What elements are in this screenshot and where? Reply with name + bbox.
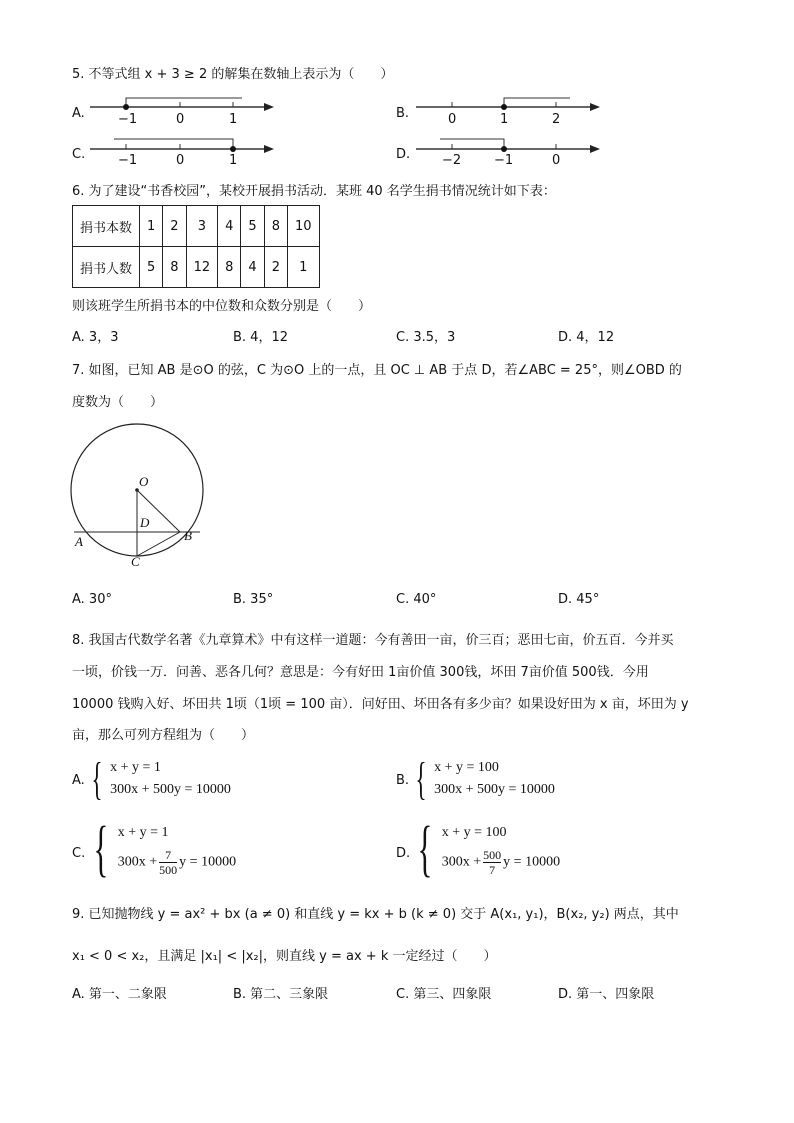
q9-option-a: A. 第一、二象限: [72, 987, 167, 1002]
q9-option-c: C. 第三、四象限: [396, 987, 492, 1002]
numerator: 500: [483, 847, 502, 862]
label-b: B: [184, 528, 192, 543]
tick-label: 0: [552, 153, 561, 168]
q5-option-a-label: A.: [72, 106, 85, 121]
equation: x + y = 1: [117, 824, 169, 840]
equation-part: y = 10000: [503, 854, 561, 870]
q9-option-b: B. 第二、三象限: [233, 987, 329, 1002]
q7-line1: 7. 如图，已知 AB 是⊙O 的弦，C 为⊙O 上的一点，且 OC ⊥ AB 于点 D，若∠ABC = 25°，则∠OBD 的: [72, 363, 682, 378]
q8-line2: 一顷，价钱一万．问善、恶各几何？意思是：今有好田 1亩价值 300钱，坏田 7亩价值 500钱．今用: [72, 665, 649, 680]
tick-label: 1: [500, 112, 509, 127]
q5-option-c-label: C.: [72, 147, 86, 162]
table-cell: 1: [287, 247, 319, 288]
label-d: D: [140, 515, 150, 530]
fraction: [159, 848, 177, 877]
table-cell: 捐书人数: [73, 247, 140, 288]
q9-line1: 9. 已知抛物线 y = ax² + bx (a ≠ 0) 和直线 y = kx + b (k ≠ 0) 交于 A(x₁, y₁)，B(x₂, y₂) 两点，其中: [72, 907, 679, 922]
label-c: C: [131, 554, 140, 569]
q8-option-c-system: { x + y = 1 300x + $\frac{7}{500}$ y = 10000: [93, 815, 237, 883]
q6-option-a: A. 3，3: [72, 330, 119, 345]
equation-part: 300x +: [117, 854, 158, 870]
numerator: 7: [159, 848, 177, 863]
tick-label: −2: [442, 153, 462, 168]
q6-option-d: D. 4，12: [558, 330, 615, 345]
equation: x + y = 100: [441, 824, 507, 840]
q7-option-d: D. 45°: [558, 592, 600, 607]
table-cell: 捐书本数: [73, 206, 140, 247]
label-a: A: [75, 534, 83, 549]
q5-option-d-label: D.: [396, 147, 411, 162]
q9-option-d: D. 第一、四象限: [558, 987, 655, 1002]
table-cell: 8: [218, 247, 241, 288]
table-cell: 10: [287, 206, 319, 247]
equation: 300x + 500y = 10000: [434, 782, 555, 797]
q6-text: 6. 为了建设“书香校园”，某校开展捐书活动．某班 40 名学生捐书情况统计如下表：: [72, 184, 556, 199]
q8-option-b-system: { x + y = 100 300x + 500y = 10000: [415, 753, 555, 804]
number-line-b: [414, 92, 604, 132]
tick-label: −1: [118, 112, 138, 127]
table-cell: 5: [241, 206, 264, 247]
table-cell: 4: [218, 206, 241, 247]
q8-line3: 10000 钱购入好、坏田共 1顷（1顷 = 100 亩）．问好田、坏田各有多少亩？如果设好田为 x 亩，坏田为 y: [72, 697, 689, 712]
tick-label: −1: [494, 153, 514, 168]
table-row: [73, 247, 320, 288]
table-cell: 5: [140, 247, 163, 288]
q9-line2: x₁ < 0 < x₂，且满足 |x₁| < |x₂|，则直线 y = ax + k 一定经过（ ）: [72, 949, 497, 964]
table-cell: 8: [163, 247, 186, 288]
q8-option-c-label: C.: [72, 846, 86, 861]
tick-label: 1: [229, 112, 238, 127]
q8-line1: 8. 我国古代数学名著《九章算术》中有这样一道题：今有善田一亩，价三百；恶田七亩，价五百．今并买: [72, 633, 674, 648]
q7-option-b: B. 35°: [233, 592, 274, 607]
tick-label: 2: [552, 112, 561, 127]
q6-option-b: B. 4，12: [233, 330, 288, 345]
q7-option-c: C. 40°: [396, 592, 437, 607]
fraction: [483, 848, 501, 877]
tick-label: 0: [176, 153, 185, 168]
equation-part: 300x +: [441, 854, 482, 870]
tick-label: 0: [176, 112, 185, 127]
denominator: 500: [159, 862, 178, 877]
table-cell: 8: [264, 206, 287, 247]
equation-part: y = 10000: [179, 854, 237, 870]
donation-table: [72, 205, 320, 288]
q8-option-b-label: B.: [396, 773, 410, 788]
table-cell: 1: [140, 206, 163, 247]
table-cell: 2: [264, 247, 287, 288]
table-cell: 3: [186, 206, 218, 247]
table-cell: 2: [163, 206, 186, 247]
q5-text: 5. 不等式组 x + 3 ≥ 2 的解集在数轴上表示为（ ）: [72, 67, 394, 82]
circle-figure: [60, 415, 220, 575]
q8-line4: 亩，那么可列方程组为（ ）: [72, 728, 255, 743]
tick-label: −1: [118, 153, 138, 168]
tick-label: 0: [448, 112, 457, 127]
q8-option-a-system: { x + y = 1 300x + 500y = 10000: [91, 753, 231, 804]
q8-option-d-label: D.: [396, 846, 411, 861]
table-cell: 12: [186, 247, 218, 288]
table-row: [73, 206, 320, 247]
q8-option-d-system: { x + y = 100 300x + $\frac{500}{7}$ y = 10000: [417, 815, 561, 883]
denominator: 7: [489, 862, 496, 877]
table-cell: 4: [241, 247, 264, 288]
q6-option-c: C. 3.5，3: [396, 330, 456, 345]
equation: x + y = 1: [110, 760, 161, 775]
label-o: O: [139, 474, 149, 489]
q8-option-a-label: A.: [72, 773, 85, 788]
q7-line2: 度数为（ ）: [72, 395, 164, 410]
q6-question: 则该班学生所捐书本的中位数和众数分别是（ ）: [72, 299, 372, 314]
tick-label: 1: [229, 153, 238, 168]
equation: 300x + 500y = 10000: [110, 782, 231, 797]
q5-option-b-label: B.: [396, 106, 410, 121]
q7-option-a: A. 30°: [72, 592, 112, 607]
equation: x + y = 100: [434, 760, 499, 775]
